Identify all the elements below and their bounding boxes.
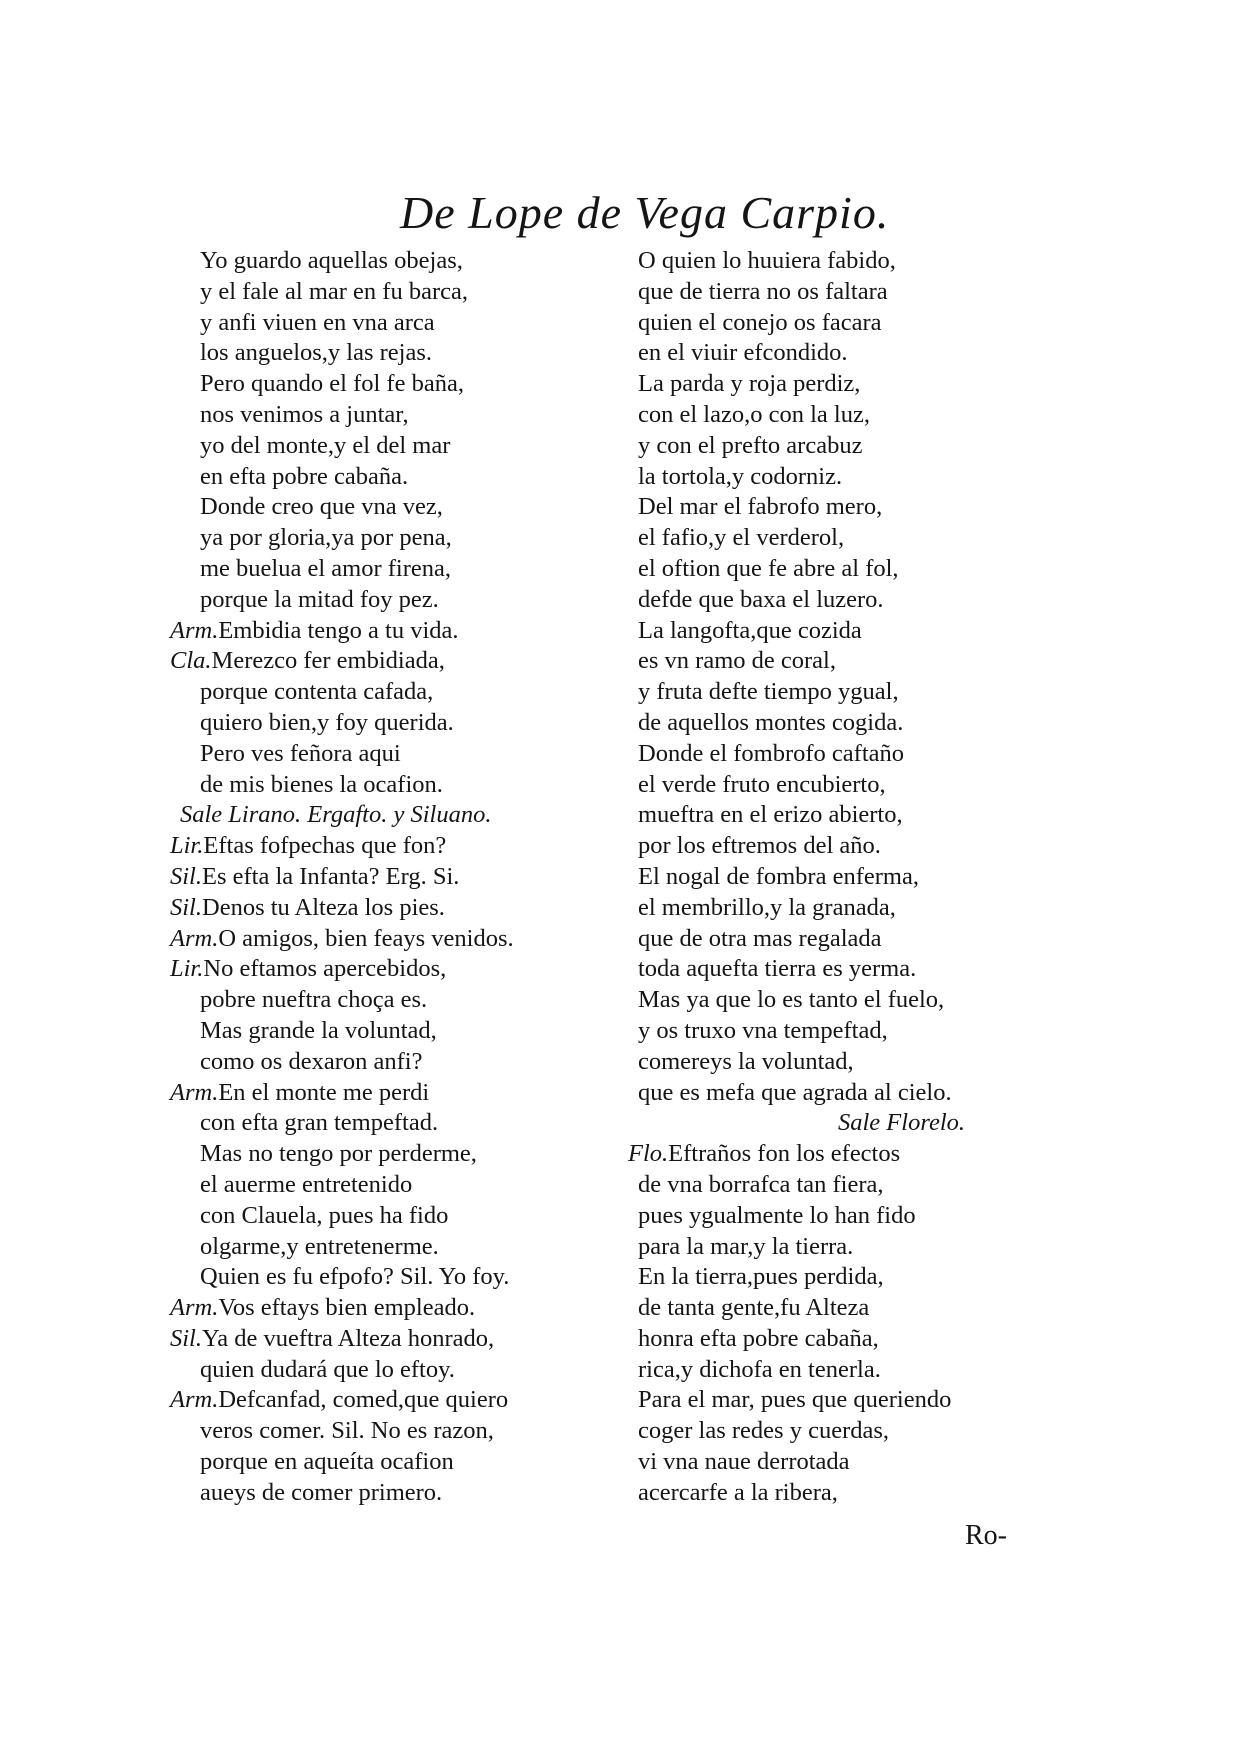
line-text: Es efta la Infanta? Erg. Si. (202, 862, 460, 890)
line-text: Sale Florelo. (838, 1109, 966, 1137)
verse-line (628, 1201, 1068, 1232)
verse-line (170, 308, 620, 339)
verse-line (170, 893, 620, 924)
line-text: Eftraños fon los efectos (668, 1140, 901, 1168)
line-text: Merezco fer embidiada, (211, 647, 445, 675)
line-text: para la mar,y la tierra. (638, 1232, 854, 1260)
verse-line (170, 677, 620, 708)
verse-line (628, 1078, 1068, 1109)
line-text: que de otra mas regalada (638, 924, 882, 952)
line-text: porque en aqueíta ocafion (200, 1448, 454, 1476)
speaker-label: Arm. (170, 616, 219, 644)
verse-line (628, 1293, 1068, 1324)
line-text: de aquellos montes cogida. (638, 708, 904, 736)
verse-line (170, 1416, 620, 1447)
line-text: No eftamos apercebidos, (203, 955, 447, 983)
verse-line (628, 431, 1068, 462)
speaker-label: Sil. (170, 862, 202, 890)
verse-line (170, 1262, 620, 1293)
verse-line (170, 1078, 620, 1109)
line-text: Defcanfad, comed,que quiero (218, 1386, 509, 1414)
verse-line (628, 893, 1068, 924)
verse-line (170, 585, 620, 616)
line-text: en el viuir efcondido. (638, 339, 848, 367)
line-text: con Clauela, pues ha fido (200, 1201, 449, 1229)
line-text: porque la mitad foy pez. (200, 585, 439, 613)
verse-line (170, 1385, 620, 1416)
line-text: Eftas fofpechas que fon? (203, 832, 447, 860)
speaker-label: Arm. (170, 1078, 219, 1106)
line-text: nos venimos a juntar, (200, 400, 409, 428)
line-text: Pero quando el fol fe baña, (200, 370, 464, 398)
line-text: En la tierra,pues perdida, (638, 1263, 884, 1291)
verse-line (628, 862, 1068, 893)
line-text: defde que baxa el luzero. (638, 585, 884, 613)
verse-line (628, 1385, 1068, 1416)
line-text: Donde el fombrofo caftaño (638, 739, 904, 767)
verse-line (170, 492, 620, 523)
verse-line (628, 800, 1068, 831)
verse-line (170, 770, 620, 801)
line-text: veros comer. Sil. No es razon, (200, 1417, 494, 1445)
verse-line (628, 1170, 1068, 1201)
line-text: mueftra en el erizo abierto, (638, 801, 903, 829)
line-text: Denos tu Alteza los pies. (202, 893, 445, 921)
line-text: la tortola,y codorniz. (638, 462, 843, 490)
line-text: y con el prefto arcabuz (638, 431, 863, 459)
verse-line (170, 924, 620, 955)
verse-line (170, 708, 620, 739)
verse-line (170, 277, 620, 308)
verse-line (628, 308, 1068, 339)
verse-line (170, 246, 620, 277)
verse-line (170, 1108, 620, 1139)
verse-line (628, 523, 1068, 554)
line-text: Vos eftays bien empleado. (218, 1294, 476, 1322)
verse-line (628, 338, 1068, 369)
line-text: acercarfe a la ribera, (638, 1478, 838, 1506)
stage-direction (170, 800, 620, 831)
verse-line (628, 677, 1068, 708)
verse-line (170, 1047, 620, 1078)
verse-line (628, 400, 1068, 431)
line-text: Mas grande la voluntad, (200, 1016, 437, 1044)
verse-line (628, 1232, 1068, 1263)
speaker-label: Arm. (170, 924, 219, 952)
verse-line (628, 708, 1068, 739)
verse-line (170, 1139, 620, 1170)
verse-line (170, 985, 620, 1016)
verse-line (170, 1232, 620, 1263)
verse-line (170, 1170, 620, 1201)
verse-line (170, 1478, 620, 1509)
stage-direction (628, 1108, 1068, 1139)
speaker-label: Cla. (170, 647, 212, 675)
verse-line (628, 831, 1068, 862)
line-text: Donde creo que vna vez, (200, 493, 443, 521)
line-text: el verde fruto encubierto, (638, 770, 886, 798)
verse-line (628, 1262, 1068, 1293)
line-text: Ya de vueftra Alteza honrado, (202, 1324, 495, 1352)
verse-line (628, 1047, 1068, 1078)
line-text: y anfi viuen en vna arca (200, 308, 435, 336)
line-text: como os dexaron anfi? (200, 1047, 423, 1075)
line-text: que es mefa que agrada al cielo. (638, 1078, 952, 1106)
left-column (170, 246, 620, 1509)
verse-line (628, 954, 1068, 985)
right-column (628, 246, 1068, 1509)
line-text: El nogal de fombra enferma, (638, 862, 919, 890)
verse-line (170, 1293, 620, 1324)
speaker-label: Arm. (170, 1386, 219, 1414)
line-text: toda aquefta tierra es yerma. (638, 955, 917, 983)
verse-line (170, 1201, 620, 1232)
verse-line (170, 554, 620, 585)
speaker-label: Lir. (170, 832, 204, 860)
verse-line (628, 1447, 1068, 1478)
speaker-label: Flo. (628, 1140, 669, 1168)
verse-line (170, 1324, 620, 1355)
line-text: Mas no tengo por perderme, (200, 1140, 477, 1168)
verse-line (628, 985, 1068, 1016)
verse-line (170, 739, 620, 770)
line-text: comereys la voluntad, (638, 1047, 854, 1075)
verse-line (628, 1416, 1068, 1447)
line-text: olgarme,y entretenerme. (200, 1232, 439, 1260)
line-text: y os truxo vna tempeftad, (638, 1016, 888, 1044)
verse-line (628, 585, 1068, 616)
line-text: Pero ves feñora aqui (200, 739, 401, 767)
verse-line (628, 246, 1068, 277)
line-text: En el monte me perdi (218, 1078, 430, 1106)
line-text: el membrillo,y la granada, (638, 893, 896, 921)
verse-line (628, 1478, 1068, 1509)
line-text: aueys de comer primero. (200, 1478, 443, 1506)
line-text: coger las redes y cuerdas, (638, 1417, 890, 1445)
line-text: con efta gran tempeftad. (200, 1109, 439, 1137)
verse-line (170, 954, 620, 985)
verse-line (170, 616, 620, 647)
verse-line (170, 400, 620, 431)
verse-line (170, 523, 620, 554)
line-text: Para el mar, pues que queriendo (638, 1386, 952, 1414)
line-text: vi vna naue derrotada (638, 1448, 850, 1476)
line-text: el oftion que fe abre al fol, (638, 554, 899, 582)
verse-line (170, 831, 620, 862)
line-text: de tanta gente,fu Alteza (638, 1294, 870, 1322)
line-text: honra efta pobre cabaña, (638, 1324, 879, 1352)
line-text: Embidia tengo a tu vida. (218, 616, 459, 644)
verse-line (628, 462, 1068, 493)
line-text: con el lazo,o con la luz, (638, 400, 870, 428)
verse-line (170, 1355, 620, 1386)
verse-line (628, 739, 1068, 770)
line-text: los anguelos,y las rejas. (200, 339, 433, 367)
verse-line (628, 646, 1068, 677)
verse-line (170, 646, 620, 677)
line-text: Sale Lirano. Ergafto. y Siluano. (180, 801, 492, 829)
line-text: porque contenta cafada, (200, 678, 434, 706)
line-text: Quien es fu efpofo? Sil. Yo foy. (200, 1263, 510, 1291)
verse-line (170, 369, 620, 400)
speaker-label: Sil. (170, 1324, 202, 1352)
speaker-label: Sil. (170, 893, 202, 921)
line-text: yo del monte,y el del mar (200, 431, 451, 459)
verse-line (628, 924, 1068, 955)
verse-line (170, 862, 620, 893)
line-text: en efta pobre cabaña. (200, 462, 409, 490)
line-text: y el fale al mar en fu barca, (200, 277, 468, 305)
line-text: me buelua el amor firena, (200, 554, 452, 582)
verse-line (628, 369, 1068, 400)
verse-line (628, 1139, 1068, 1170)
line-text: de vna borrafca tan fiera, (638, 1170, 884, 1198)
line-text: el fafio,y el verderol, (638, 524, 845, 552)
line-text: Yo guardo aquellas obejas, (200, 247, 463, 274)
speaker-label: Lir. (170, 955, 204, 983)
verse-line (628, 616, 1068, 647)
line-text: rica,y dichofa en tenerla. (638, 1355, 881, 1383)
line-text: de mis bienes la ocafion. (200, 770, 443, 798)
line-text: O quien lo huuiera fabido, (638, 247, 896, 274)
verse-line (628, 554, 1068, 585)
verse-line (170, 1016, 620, 1047)
line-text: Mas ya que lo es tanto el fuelo, (638, 986, 945, 1014)
line-text: O amigos, bien feays venidos. (218, 924, 514, 952)
line-text: ya por gloria,ya por pena, (200, 524, 452, 552)
verse-line (628, 277, 1068, 308)
line-text: quien el conejo os facara (638, 308, 882, 336)
line-text: por los eftremos del año. (638, 832, 881, 860)
line-text: pobre nueftra choça es. (200, 986, 428, 1014)
line-text: La parda y roja perdiz, (638, 370, 861, 398)
line-text: y fruta defte tiempo ygual, (638, 678, 899, 706)
line-text: quiero bien,y foy querida. (200, 708, 454, 736)
verse-line (170, 431, 620, 462)
line-text: que de tierra no os faltara (638, 277, 888, 305)
line-text: La langofta,que cozida (638, 616, 862, 644)
line-text: es vn ramo de coral, (638, 647, 836, 675)
line-text: el auerme entretenido (200, 1170, 413, 1198)
verse-line (170, 338, 620, 369)
running-title: De Lope de Vega Carpio. (400, 187, 890, 238)
verse-line (628, 770, 1068, 801)
speaker-label: Arm. (170, 1294, 219, 1322)
verse-line (170, 1447, 620, 1478)
verse-line (628, 1324, 1068, 1355)
verse-line (170, 462, 620, 493)
line-text: pues ygualmente lo han fido (638, 1201, 916, 1229)
verse-line (628, 1016, 1068, 1047)
verse-line (628, 1355, 1068, 1386)
line-text: Del mar el fabrofo mero, (638, 493, 883, 521)
catchword: Ro- (965, 1520, 1007, 1551)
verse-line (628, 492, 1068, 523)
line-text: quien dudará que lo eftoy. (200, 1355, 455, 1383)
